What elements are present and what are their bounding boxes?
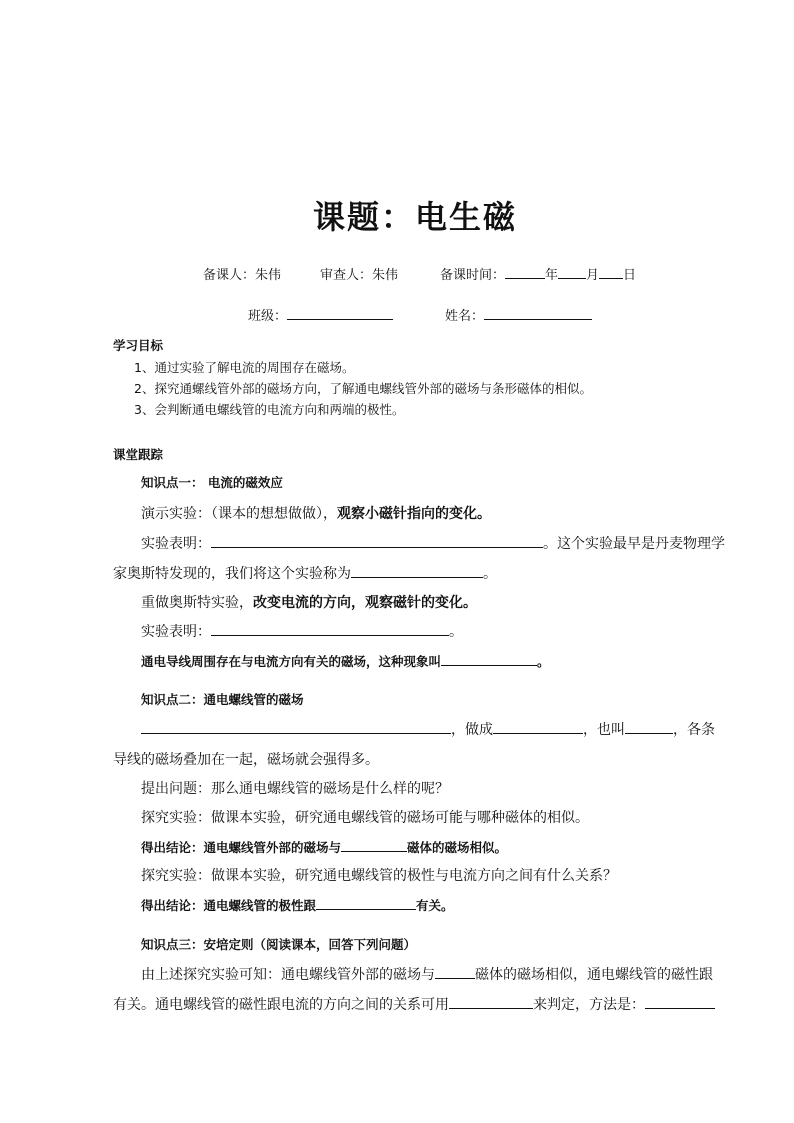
demo-line (141, 503, 491, 523)
preparer-name: 朱伟 (255, 268, 282, 283)
kp3-rule-blank[interactable] (449, 994, 533, 1009)
month-blank[interactable] (558, 264, 586, 279)
kp2-conclusion1-suffix: 磁体的磁场相似。 (407, 840, 508, 855)
tracking-heading: 课堂跟踪 (113, 447, 164, 462)
kp3-line2-prefix: 有关。通电螺线管的磁性跟电流的方向之间的关系可用 (113, 997, 449, 1013)
demo-bold: 观察小磁针指向的变化。 (337, 506, 491, 522)
kp2-conclusion2-suffix: 有关。 (416, 898, 454, 913)
objective-item: 1、通过实验了解电流的周围存在磁场。 (134, 360, 355, 375)
result1-blank[interactable] (211, 533, 543, 548)
solenoid-mid2: ，也叫 (583, 722, 625, 738)
result1-prefix: 实验表明： (141, 536, 211, 552)
reviewer-name: 朱伟 (372, 268, 399, 283)
kp2-heading: 知识点二：通电螺线管的磁场 (141, 692, 304, 707)
solenoid-blank-2[interactable] (493, 719, 583, 734)
class-row (248, 305, 393, 324)
reviewer-row (320, 264, 398, 283)
kp3-line-1 (141, 964, 713, 984)
experiment-name-blank[interactable] (351, 563, 483, 578)
prep-time-label: 备课时间： (440, 268, 506, 283)
objective-item: 2、探究通螺线管外部的磁场方向，了解通电螺线管外部的磁场与条形磁体的相似。 (134, 381, 592, 396)
objectives-heading: 学习目标 (113, 338, 164, 353)
kp1-conclusion-prefix: 通电导线周围存在与电流方向有关的磁场，这种现象叫 (141, 654, 442, 669)
kp3-line2-suffix: 来判定，方法是： (533, 997, 645, 1013)
year-blank[interactable] (505, 264, 545, 279)
result2-blank[interactable] (211, 621, 449, 636)
result1-suffix: 。这个实验最早是丹麦物理学 (543, 536, 725, 552)
kp2-conclusion2-prefix: 得出结论：通电螺线管的极性跟 (141, 898, 317, 913)
kp1-conclusion-blank[interactable] (441, 651, 537, 666)
question-line: 提出问题：那么通电螺线管的磁场是什么样的呢？ (141, 781, 449, 797)
name-label: 姓名： (445, 309, 485, 324)
result2-line (141, 621, 463, 641)
solenoid-blank-3[interactable] (625, 719, 673, 734)
explore2-line: 探究实验：做课本实验，研究通电螺线管的极性与电流方向之间有什么关系？ (141, 868, 617, 884)
kp1-conclusion-suffix: 。 (537, 654, 550, 669)
kp2-conclusion2-blank[interactable] (316, 895, 416, 910)
result1-line (141, 533, 725, 553)
redo-line (141, 592, 477, 612)
kp2-conclusion1 (141, 837, 507, 856)
kp2-conclusion1-blank[interactable] (341, 837, 407, 852)
kp3-method-blank[interactable] (645, 994, 715, 1009)
solenoid-line-2: 导线的磁场叠加在一起，磁场就会强得多。 (113, 752, 379, 768)
kp3-line1-suffix: 磁体的磁场相似，通电螺线管的磁性跟 (475, 967, 713, 983)
kp1-conclusion (141, 651, 550, 670)
prep-time-row (440, 264, 636, 283)
class-label: 班级： (248, 309, 288, 324)
redo-bold: 改变电流的方向，观察磁针的变化。 (253, 595, 477, 611)
preparer-label: 备课人： (203, 268, 256, 283)
class-blank[interactable] (287, 305, 393, 320)
preparer-row (203, 264, 281, 283)
day-blank[interactable] (599, 264, 623, 279)
demo-prefix: 演示实验：（课本的想想做做）， (141, 506, 337, 522)
kp3-line1-prefix: 由上述探究实验可知：通电螺线管外部的磁场与 (141, 967, 435, 983)
kp2-conclusion2 (141, 895, 454, 914)
result2-prefix: 实验表明： (141, 624, 211, 640)
name-blank[interactable] (484, 305, 592, 320)
kp3-line-2 (113, 994, 715, 1014)
month-label: 月 (586, 268, 600, 283)
kp1-heading: 知识点一： 电流的磁效应 (141, 475, 283, 490)
year-label: 年 (545, 268, 559, 283)
redo-prefix: 重做奥斯特实验， (141, 595, 253, 611)
result2-suffix: 。 (449, 624, 463, 640)
solenoid-mid1: ，做成 (451, 722, 493, 738)
explore1-line: 探究实验：做课本实验，研究通电螺线管的磁场可能与哪种磁体的相似。 (141, 810, 589, 826)
page-title: 课题：电生磁 (313, 198, 518, 236)
day-label: 日 (623, 268, 637, 283)
solenoid-end: ，各条 (673, 722, 715, 738)
experiment-name-suffix: 。 (483, 566, 497, 582)
kp3-heading-prefix: 知识点三：安培定则 (141, 937, 254, 952)
kp2-conclusion1-prefix: 得出结论：通电螺线管外部的磁场与 (141, 840, 342, 855)
reviewer-label: 审查人： (320, 268, 373, 283)
kp3-magnet-blank[interactable] (435, 964, 475, 979)
experiment-name-line (113, 563, 497, 583)
solenoid-line (141, 719, 715, 739)
kp3-heading (141, 935, 416, 953)
objective-item: 3、会判断通电螺线管的电流方向和两端的极性。 (134, 402, 405, 417)
name-row (445, 305, 592, 324)
kp3-heading-note: （阅读课本，回答下列问题） (253, 937, 417, 952)
solenoid-blank-1[interactable] (141, 719, 451, 734)
experiment-name-prefix: 家奥斯特发现的，我们将这个实验称为 (113, 566, 351, 582)
